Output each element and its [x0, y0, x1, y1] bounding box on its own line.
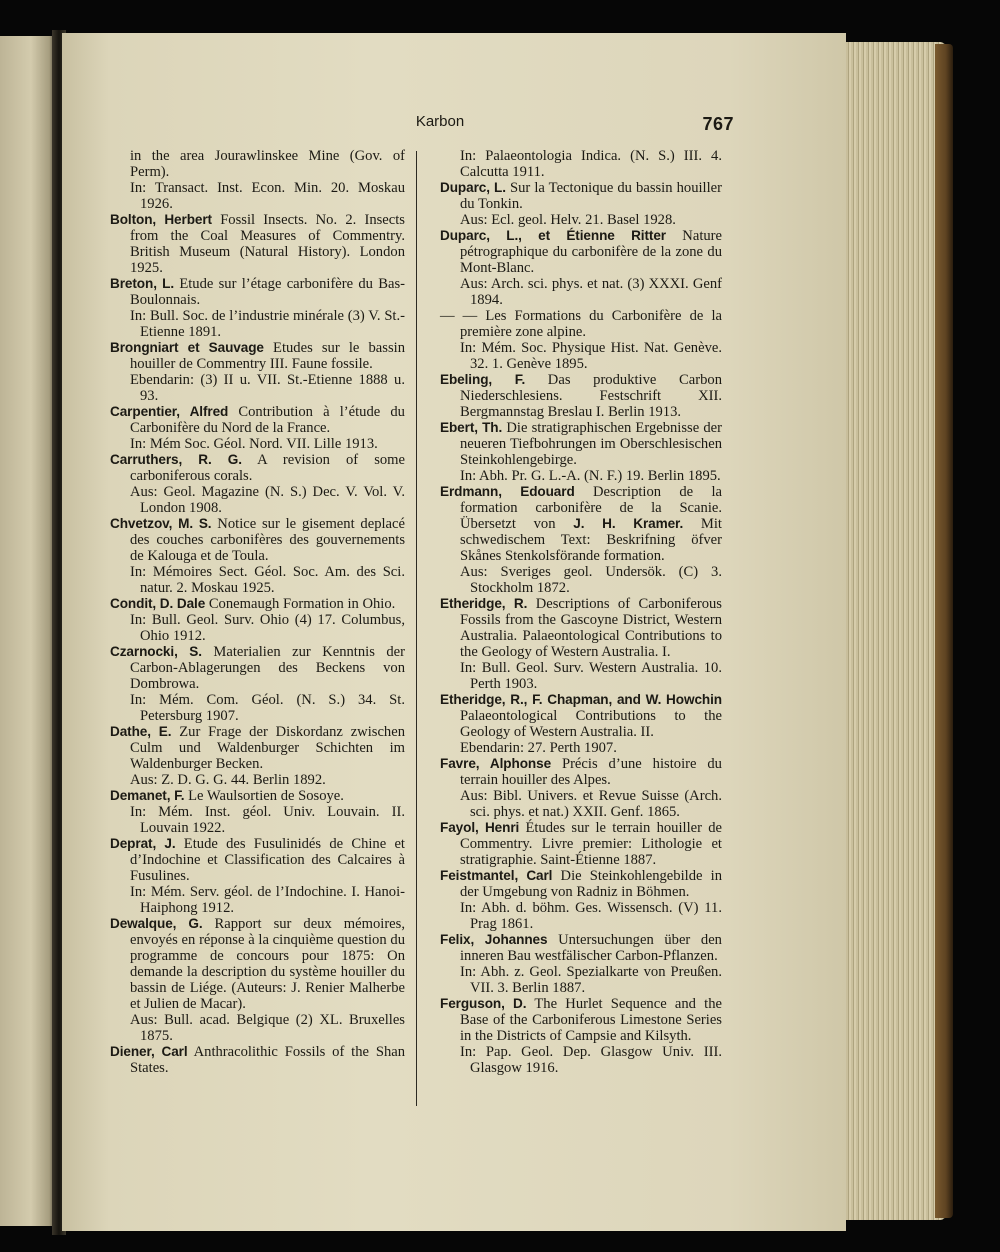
bibliography-entry [110, 836, 405, 916]
entry-title: Descriptions of Carboniferous Fossils from the Gascoyne District, Western Australia. Palaeontological Contributions to the Geology of Western Australia. I. [460, 596, 722, 660]
bibliography-entry [110, 212, 405, 276]
entry-author: Dathe, E. [110, 724, 172, 739]
bibliography-entry [110, 276, 405, 340]
entry-author: Bolton, Herbert [110, 212, 212, 227]
bibliography-entry [110, 404, 405, 452]
continued-entry-pub: In: Palaeontologia Indica. (N. S.) III. 4. Calcutta 1911. [460, 148, 722, 180]
bibliography-entry [110, 596, 405, 644]
entry-author: Carpentier, Alfred [110, 404, 229, 419]
entry-title: Materialien zur Kenntnis der Carbon-Ablagerungen des Beckens von Dombrowa. [130, 644, 405, 692]
entry-title: Anthracolithic Fossils of the Shan States. [130, 1044, 406, 1076]
continued-entry-text: in the area Jourawlinskee Mine (Gov. of Perm). [130, 148, 405, 180]
entry-author: Favre, Alphonse [440, 756, 552, 771]
entry-title: Contribution à l’étude du Carbonifère du Nord de la France. [130, 404, 405, 436]
bibliography-entry [440, 996, 722, 1076]
column-divider [416, 151, 417, 1106]
entry-pub: In: Abh. Pr. G. L.-A. (N. F.) 19. Berlin 1895. [460, 468, 721, 484]
entry-title: Rapport sur deux mémoires, envoyés en réponse à la cinquième question du programme de concours pour 1875: On demande la description du système houiller du bassin de Liége. (Auteurs: J. Renier Malherbe et Julien de Macar). [130, 916, 405, 1012]
entry-title: Das produktive Carbon Niederschlesiens. Festschrift XII. Bergmannstag Breslau I. Berlin 1913. [460, 372, 722, 420]
entry-author: Etheridge, R., F. Chapman, and W. Howchin [440, 692, 722, 707]
entry-title: Conemaugh Formation in Ohio. [208, 596, 396, 612]
entry-author: Ebeling, F. [440, 372, 526, 387]
entry-pub: In: Mém. Com. Géol. (N. S.) 34. St. Petersburg 1907. [130, 692, 405, 724]
entry-pub: In: Mém Soc. Géol. Nord. VII. Lille 1913. [130, 436, 378, 452]
entry-author-repeat-dash: — — [440, 308, 478, 324]
page-number: 767 [702, 114, 734, 134]
bibliography-entry [440, 180, 722, 228]
bibliography-entry [110, 1044, 405, 1076]
entry-translator: J. H. Kramer. [573, 516, 684, 531]
bibliography-entry [440, 820, 722, 868]
entry-pub: Aus: Ecl. geol. Helv. 21. Basel 1928. [460, 212, 676, 228]
entry-title: Etudes sur le bassin houiller de Commentry III. Faune fossile. [130, 340, 405, 372]
right-column [440, 148, 722, 1076]
entry-author: Ferguson, D. [440, 996, 527, 1011]
entry-author: Chvetzov, M. S. [110, 516, 212, 531]
entry-title: A revision of some carboniferous corals. [130, 452, 406, 484]
bibliography-entry [440, 932, 722, 996]
entry-title: Etude sur l’étage carbonifère du Bas-Boulonnais. [130, 276, 405, 308]
bibliography-entry [110, 452, 405, 516]
entry-title: Études sur le terrain houiller de Commentry. Livre premier: Lithologie et stratigraphie. Saint-Étienne 1887. [460, 820, 722, 868]
entry-pub: Ebendarin: 27. Perth 1907. [460, 740, 617, 756]
bibliography-entry [110, 644, 405, 724]
entry-pub: In: Abh. z. Geol. Spezialkarte von Preußen. VII. 3. Berlin 1887. [460, 964, 722, 996]
entry-title: Sur la Tectonique du bassin houiller du Tonkin. [460, 180, 722, 212]
entry-pub: Ebendarin: (3) II u. VII. St.-Etienne 1888 u. 93. [130, 372, 405, 404]
bibliography-entry [440, 596, 722, 692]
bibliography-entry [440, 484, 722, 596]
left-column [110, 148, 405, 1076]
entry-pub: Aus: Bibl. Univers. et Revue Suisse (Arch. sci. phys. et nat.) XXII. Genf. 1865. [460, 788, 722, 820]
entry-title: Die stratigraphischen Ergebnisse der neueren Tiefbohrungen im Oberschlesischen Steinkohlengebirge. [460, 420, 722, 468]
entry-pub: In: Bull. Soc. de l’industrie minérale (3) V. St.-Etienne 1891. [130, 308, 405, 340]
entry-author: Etheridge, R. [440, 596, 528, 611]
entry-author: Fayol, Henri [440, 820, 520, 835]
entry-pub: In: Bull. Geol. Surv. Ohio (4) 17. Columbus, Ohio 1912. [130, 612, 405, 644]
running-head: Karbon [415, 113, 465, 130]
entry-author: Condit, D. Dale [110, 596, 206, 611]
entry-title: The Hurlet Sequence and the Base of the Carboniferous Limestone Series in the Districts of Campsie and Kilsyth. [460, 996, 722, 1044]
book-cover-edge [935, 44, 953, 1218]
bibliography-entry [440, 692, 722, 756]
continued-entry-pub: In: Transact. Inst. Econ. Min. 20. Moskau 1926. [130, 180, 405, 212]
bibliography-entry [440, 372, 722, 420]
entry-pub: In: Mémoires Sect. Géol. Soc. Am. des Sci. natur. 2. Moskau 1925. [130, 564, 405, 596]
entry-title: Précis d’une histoire du terrain houiller des Alpes. [460, 756, 722, 788]
entry-pub: In: Bull. Geol. Surv. Western Australia. 10. Perth 1903. [460, 660, 722, 692]
bibliography-entry [440, 868, 722, 932]
entry-title: Le Waulsortien de Sosoye. [188, 788, 344, 804]
entry-author: Ebert, Th. [440, 420, 503, 435]
entry-title: Fossil Insects. No. 2. Insects from the Coal Measures of Commentry. British Museum (Natural History). London 1925. [130, 212, 405, 276]
entry-pub: Aus: Bull. acad. Belgique (2) XL. Bruxelles 1875. [130, 1012, 405, 1044]
entry-author: Dewalque, G. [110, 916, 203, 931]
entry-title: Description de la formation carbonifère de la Scanie. Übersetzt von [460, 484, 722, 532]
bibliography-entry [110, 724, 405, 788]
entry-pub: In: Mém. Soc. Physique Hist. Nat. Genève. 32. 1. Genève 1895. [460, 340, 722, 372]
entry-pub: Aus: Geol. Magazine (N. S.) Dec. V. Vol. V. London 1908. [130, 484, 405, 516]
bibliography-entry [440, 420, 722, 484]
entry-author: Felix, Johannes [440, 932, 548, 947]
entry-title: Etude des Fusulinidés de Chine et d’Indochine et Classification des Calcaires à Fusulines. [130, 836, 405, 884]
entry-author: Duparc, L., et Étienne Ritter [440, 228, 666, 243]
entry-author: Brongniart et Sauvage [110, 340, 264, 355]
entry-pub: In: Mém. Serv. géol. de l’Indochine. I. Hanoi-Haiphong 1912. [130, 884, 405, 916]
bibliography-entry [440, 756, 722, 820]
entry-title: Palaeontological Contributions to the Geology of Western Australia. II. [460, 708, 722, 740]
entry-title: Nature pétrographique du carbonifère de la zone du Mont-Blanc. [460, 228, 723, 276]
entry-pub: Aus: Arch. sci. phys. et nat. (3) XXXI. Genf 1894. [460, 276, 722, 308]
entry-title: Les Formations du Carbonifère de la première zone alpine. [460, 308, 722, 340]
page-block-edge [836, 42, 946, 1220]
entry-author: Czarnocki, S. [110, 644, 202, 659]
bibliography-entry [110, 788, 405, 836]
entry-author: Carruthers, R. G. [110, 452, 242, 467]
entry-title: Untersuchungen über den inneren Bau westfälischer Carbon-Pflanzen. [460, 932, 722, 964]
entry-title: Zur Frage der Diskordanz zwischen Culm und Waldenburger Schichten im Waldenburger Becken. [130, 724, 405, 772]
book-page [62, 33, 846, 1231]
entry-author: Deprat, J. [110, 836, 176, 851]
entry-author: Erdmann, Edouard [440, 484, 575, 499]
entry-pub: In: Mém. Inst. géol. Univ. Louvain. II. Louvain 1922. [130, 804, 405, 836]
bibliography-entry [110, 516, 405, 596]
entry-author: Diener, Carl [110, 1044, 188, 1059]
entry-pub: In: Pap. Geol. Dep. Glasgow Univ. III. Glasgow 1916. [460, 1044, 722, 1076]
entry-pub: In: Abh. d. böhm. Ges. Wissensch. (V) 11. Prag 1861. [460, 900, 722, 932]
entry-pub: Aus: Z. D. G. G. 44. Berlin 1892. [130, 772, 326, 788]
bibliography-entry [110, 340, 405, 404]
previous-page-edge [0, 36, 56, 1226]
entry-title: Notice sur le gisement deplacé des couches carbonifères des gouvernements de Kalouga et de Toula. [130, 516, 405, 564]
entry-pub: Aus: Sveriges geol. Undersök. (C) 3. Stockholm 1872. [460, 564, 722, 596]
entry-title-continued: Mit schwedischem Text: Beskrifning öfver Skånes Stenkolsförande formation. [460, 516, 722, 564]
entry-author: Demanet, F. [110, 788, 185, 803]
bibliography-entry [110, 916, 405, 1044]
entry-author: Breton, L. [110, 276, 175, 291]
bibliography-entry [440, 308, 722, 372]
entry-title: Die Steinkohlengebilde in der Umgebung von Radniz in Böhmen. [460, 868, 722, 900]
bibliography-entry [440, 228, 722, 308]
entry-author: Duparc, L. [440, 180, 506, 195]
entry-author: Feistmantel, Carl [440, 868, 553, 883]
